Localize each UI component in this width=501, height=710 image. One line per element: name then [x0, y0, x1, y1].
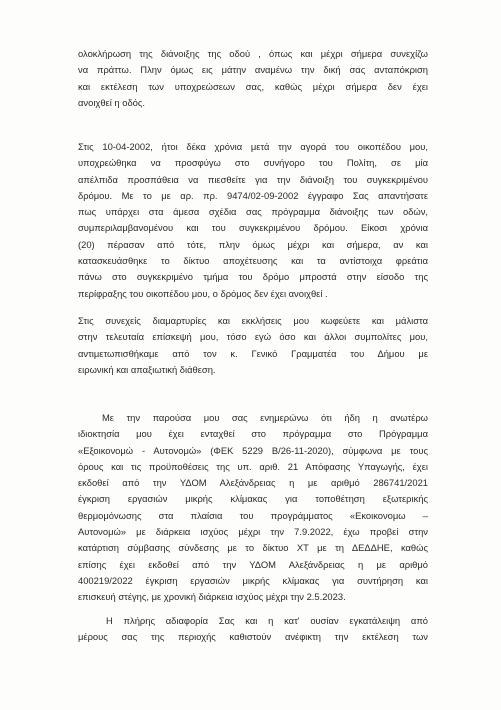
text-line: απέλπιδα προσπάθεια να πιεσθείτε για την διάνοιξη του συγκεκριμένου [78, 173, 428, 185]
text-line: (20) πέρασαν από τότε, πλην όμως μέχρι και σήμερα, αν και [78, 238, 428, 250]
text-line: μέρους σας της περιοχής καθιστούν ανέφικτη την εκτέλεση των [78, 631, 428, 643]
text-line: περίφραξης του οικοπέδου μου, ο δρόμος δεν έχει ανοιχθεί . [78, 287, 328, 299]
text-line: όρους και τις προϋποθέσεις της υπ. αριθ. 21 Απόφασης Υπαγωγής, έχει [78, 460, 428, 472]
text-line: στην τελευταία επίσκεψή μου, τόσο εγώ όσο και άλλοι συμπολίτες μου, [78, 331, 428, 343]
text-line: πάνω στο συγκεκριμένο τμήμα του δρόμο μπροστά στην είσοδο της [78, 271, 428, 283]
text-line: θερμομόνωσης στα πλαίσια του προγράμματος «Εκοικονομω – [78, 509, 428, 521]
paragraph-2 [78, 139, 428, 302]
paragraph-5 [78, 613, 428, 646]
text-line: ανοιχθεί η οδός. [78, 96, 145, 108]
text-line: εκδοθεί από την ΥΔΟΜ Αλεξάνδρειας η με αριθμό 286741/2021 [78, 477, 428, 489]
paragraph-3 [78, 313, 428, 378]
text-line: κατάρτιση σύμβασης σύνδεσης με το δίκτυο ΧΤ με τη ΔΕΔΔΗΕ, καθώς [78, 542, 428, 554]
text-line: κατασκευάσθηκε το δίκτυο αποχέτευσης και τα αντίστοιχα φρεάτια [78, 255, 428, 267]
text-line: επισκευή στέγης, με χρονική διάρκεια ισχύος μέχρι την 2.5.2023. [78, 591, 346, 603]
text-line: δρόμου. Με το με αρ. πρ. 9474/02-09-2002 έγγραφο Σας απαντήσατε [78, 189, 428, 201]
text-line: Στις συνεχείς διαμαρτυρίες και εκκλήσεις μου κωφεύετε και μάλιστα [78, 315, 428, 326]
text-line: Με την παρούσα μου σας ενημερώνω ότι ήδη η ανωτέρω [102, 412, 428, 423]
text-line: ειρωνική και απαξιωτική διάθεση. [78, 363, 216, 375]
text-line: συμπεριλαμβανομένου και του συγκεκριμένου δρόμου. Είκοσι χρόνια [78, 222, 428, 234]
text-line: ολοκλήρωση της διάνοιξης της οδού , όπως και μέχρι σήμερα συνεχίζω [78, 48, 428, 59]
text-line: 400219/2022 έγκριση εργασιών μικρής κλίμακας για συντήρηση και [78, 574, 428, 586]
text-line: «Εξοικονομώ - Αυτονομώ» (ΦΕΚ 5229 Β/26-11-2020), σύμφωνα με τους [78, 444, 428, 456]
text-line: Η πλήρης αδιαφορία Σας και η κατ' ουσίαν εγκατάλειψη από [106, 615, 428, 626]
text-line: αντιμετωπισθήκαμε από τον κ. Γενικό Γραμματέα του Δήμου με [78, 347, 428, 359]
text-line: Στις 10-04-2002, ήτοι δέκα χρόνια μετά την αγορά του οικοπέδου μου, [78, 141, 428, 152]
paragraph-1 [78, 46, 428, 111]
text-line: επίσης έχει εκδοθεί από την ΥΔΟΜ Αλεξάνδρειας η με αριθμό [78, 558, 428, 570]
text-line: ιδιοκτησία μου έχει ενταχθεί στο πρόγραμμα στο Πρόγραμμα [78, 428, 428, 440]
paragraph-4 [78, 410, 428, 606]
text-line: υποχρεώθηκα να προσφύγω στο συνήγορο του Πολίτη, σε μία [78, 157, 428, 169]
text-line: έγκριση εργασιών μικρής κλίμακας για τοποθέτηση εξωτερικής [78, 493, 428, 505]
text-line: Αυτονομώ» με διάρκεια ισχύος μέχρι την 7.9.2022, έχω προβεί στην [78, 526, 428, 538]
text-line: πως υπάρχει στα άμεσα σχέδια σας πρόγραμμα διάνοιξης των οδών, [78, 206, 428, 218]
text-line: να πράττω. Πλην όμως εις μάτην αναμένω την δική σας ανταπόκριση [78, 64, 428, 76]
text-line: και εκτέλεση των υποχρεώσεων σας, καθώς μέχρι σήμερα δεν έχει [78, 80, 428, 92]
